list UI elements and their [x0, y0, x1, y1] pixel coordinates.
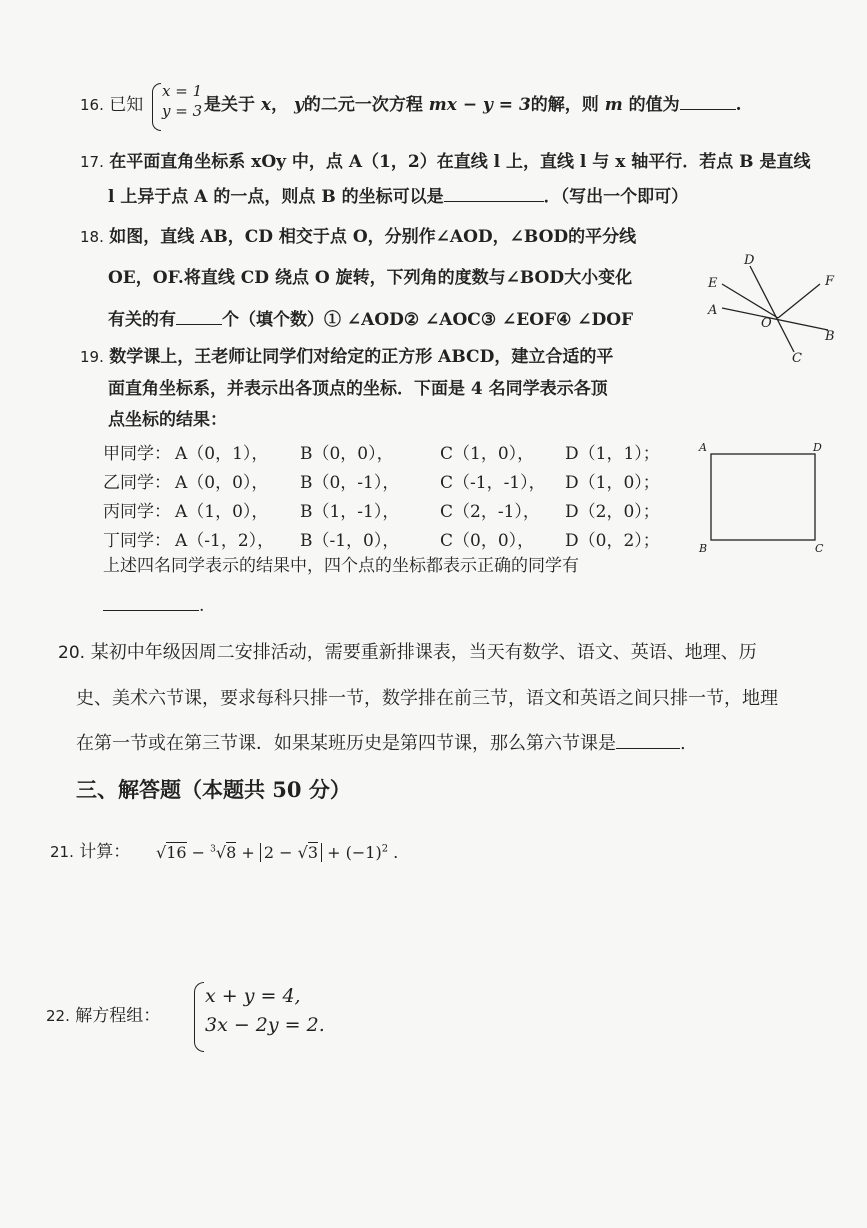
square-abcd — [711, 454, 815, 540]
q22-eq1: x + y = 4, — [205, 985, 301, 1007]
cbrt-sign-icon: √ — [215, 843, 227, 862]
q21-radicand-2: 8 — [226, 843, 237, 862]
q22-system — [205, 982, 325, 1041]
q17-number: 17. — [80, 153, 104, 171]
q17-line2 — [108, 187, 688, 207]
q16-var-x: x — [260, 95, 272, 115]
q16-prefix: 已知 — [109, 95, 144, 115]
q18-number: 18. — [80, 228, 104, 246]
point-c: C（0，0）， — [440, 531, 535, 551]
q20-text3a: 在第一节或在第三节课．如果某班历史是第四节课，那么第六节课是 — [76, 733, 616, 754]
q21-exponent: 2 — [381, 843, 389, 855]
q21-label: 计算： — [79, 842, 131, 862]
q21-plus-1: + — [241, 843, 255, 862]
q20-line3 — [76, 733, 686, 755]
q16-system — [162, 82, 202, 121]
sqrt-sign-icon: √ — [156, 843, 167, 862]
square-label-a: A — [699, 441, 707, 454]
q22-line — [46, 1006, 160, 1026]
q16-var-y: y — [293, 95, 304, 115]
q16-eq1: x = 1 — [162, 82, 203, 100]
q16-rest — [204, 95, 742, 115]
q22-label: 解方程组： — [75, 1006, 161, 1026]
student-name: 甲同学： — [103, 444, 171, 464]
point-d: D（0，2）； — [565, 531, 660, 551]
q21-plus-2: + — [327, 843, 341, 862]
q16-number: 16. — [80, 96, 104, 114]
q16-answer-blank[interactable] — [680, 108, 736, 110]
q16-system-brace — [152, 83, 161, 131]
q17-text2a: l 上异于点 A 的一点，则点 B 的坐标可以是 — [108, 187, 444, 207]
q19-line1 — [80, 347, 613, 367]
q19-conclusion: 上述四名同学表示的结果中，四个点的坐标都表示正确的同学有 — [103, 556, 579, 576]
q21-end: . — [393, 843, 399, 862]
q21-line — [50, 842, 130, 862]
q17-text2b: ．（写出一个即可） — [543, 187, 689, 207]
label-e: E — [708, 276, 718, 291]
q19-answer-blank[interactable] — [103, 609, 199, 611]
point-c: C（-1，-1）， — [440, 473, 546, 493]
student-name: 丙同学： — [103, 502, 171, 522]
q20-line1 — [58, 642, 757, 664]
label-f: F — [825, 274, 835, 289]
square-label-c: C — [815, 542, 824, 555]
label-c: C — [792, 351, 802, 366]
q20-line2: 史、美术六节课，要求每科只排一节，数学排在前三节，语文和英语之间只排一节，地理 — [76, 688, 778, 709]
q19-line3: 点坐标的结果： — [108, 410, 227, 430]
point-b: B（0，-1）， — [300, 473, 400, 493]
label-o: O — [761, 316, 772, 331]
q22-system-brace — [194, 982, 204, 1052]
q17-text1: 在平面直角坐标系 xOy 中，点 A（1，2）在直线 l 上，直线 l 与 x 轴平行．若点 B 是直线 — [109, 152, 811, 172]
point-c: C（2，-1）， — [440, 502, 540, 522]
q19-answer-line — [103, 596, 204, 616]
point-b: B（-1，0）， — [300, 531, 400, 551]
student-name: 乙同学： — [103, 473, 171, 493]
q18-text3a: 有关的有 — [108, 310, 176, 330]
label-b: B — [825, 329, 835, 344]
q16-text4: 的值为 — [628, 95, 680, 115]
q18-line1 — [80, 227, 636, 247]
point-a: A（0，0）， — [175, 473, 269, 493]
q20-text1: 某初中年级因周二安排活动，需要重新排课表，当天有数学、语文、英语、地理、历 — [90, 642, 757, 663]
square-label-b: B — [699, 542, 708, 555]
q18-angle-figure — [698, 248, 848, 368]
q20-text3b: . — [680, 733, 686, 754]
q16-line — [80, 95, 143, 115]
q16-var-m: m — [604, 95, 623, 115]
q19-end: . — [199, 596, 205, 616]
ray-of — [778, 284, 820, 318]
square-label-d: D — [813, 441, 822, 454]
sqrt-sign-icon: √ — [297, 843, 308, 862]
line-ab — [722, 308, 828, 330]
q19-line2: 面直角坐标系，并表示出各顶点的坐标．下面是 4 名同学表示各顶 — [108, 379, 608, 399]
q18-line3 — [108, 310, 633, 330]
q21-number: 21. — [50, 843, 74, 861]
point-a: A（0，1）， — [175, 444, 269, 464]
student-name: 丁同学： — [103, 531, 171, 551]
q19-square-figure — [695, 436, 835, 558]
q16-eq2: y = 3 — [162, 101, 203, 120]
q22-eq2: 3x − 2y = 2. — [205, 1014, 325, 1037]
q16-equation: mx − y = 3 — [428, 95, 531, 115]
section-heading: 三、解答题（本题共 50 分） — [76, 777, 351, 802]
point-a: A（1，0）， — [175, 502, 269, 522]
q17-line1 — [80, 152, 810, 172]
q21-minus: − — [191, 843, 206, 862]
q18-text3b: 个（填个数）① ∠AOD② ∠AOC③ ∠EOF④ ∠DOF — [222, 310, 634, 330]
label-d: D — [744, 253, 755, 268]
point-d: D（1，0）； — [565, 473, 660, 493]
point-b: B（1，-1）， — [300, 502, 400, 522]
q17-answer-blank[interactable] — [444, 200, 544, 202]
q21-radicand-3: 3 — [307, 843, 319, 862]
q19-text1: 数学课上，王老师让同学们对给定的正方形 ABCD，建立合适的平 — [109, 347, 614, 367]
point-d: D（1，1）； — [565, 444, 660, 464]
q21-abs-inner: 2 − — [263, 843, 293, 862]
q21-power: (−1) — [345, 843, 382, 862]
point-a: A（-1，2）， — [175, 531, 275, 551]
q22-number: 22. — [46, 1007, 70, 1025]
point-d: D（2，0）； — [565, 502, 660, 522]
point-b: B（0，0）， — [300, 444, 394, 464]
q16-end: . — [735, 95, 742, 115]
ray-oe — [722, 284, 778, 318]
q18-line2: OE，OF.将直线 CD 绕点 O 旋转，下列角的度数与∠BOD大小变化 — [108, 268, 633, 288]
q21-expression — [156, 843, 398, 862]
q21-radicand-1: 16 — [166, 843, 187, 862]
label-a: A — [708, 303, 718, 318]
point-c: C（1，0）， — [440, 444, 535, 464]
q16-comma: ， — [271, 95, 289, 115]
q16-mid: 是关于 — [204, 95, 255, 115]
q21-abs-close — [318, 843, 322, 862]
q20-number: 20. — [58, 643, 86, 663]
q18-text1: 如图，直线 AB，CD 相交于点 O，分别作∠AOD，∠BOD的平分线 — [109, 227, 637, 247]
q19-number: 19. — [80, 348, 104, 366]
q18-answer-blank[interactable] — [176, 323, 222, 325]
line-cd — [750, 266, 794, 352]
q20-answer-blank[interactable] — [616, 747, 680, 749]
q21-cube-index: 3 — [210, 844, 216, 855]
q16-text2: 的二元一次方程 — [303, 95, 423, 115]
q16-text3: 的解，则 — [530, 95, 599, 115]
